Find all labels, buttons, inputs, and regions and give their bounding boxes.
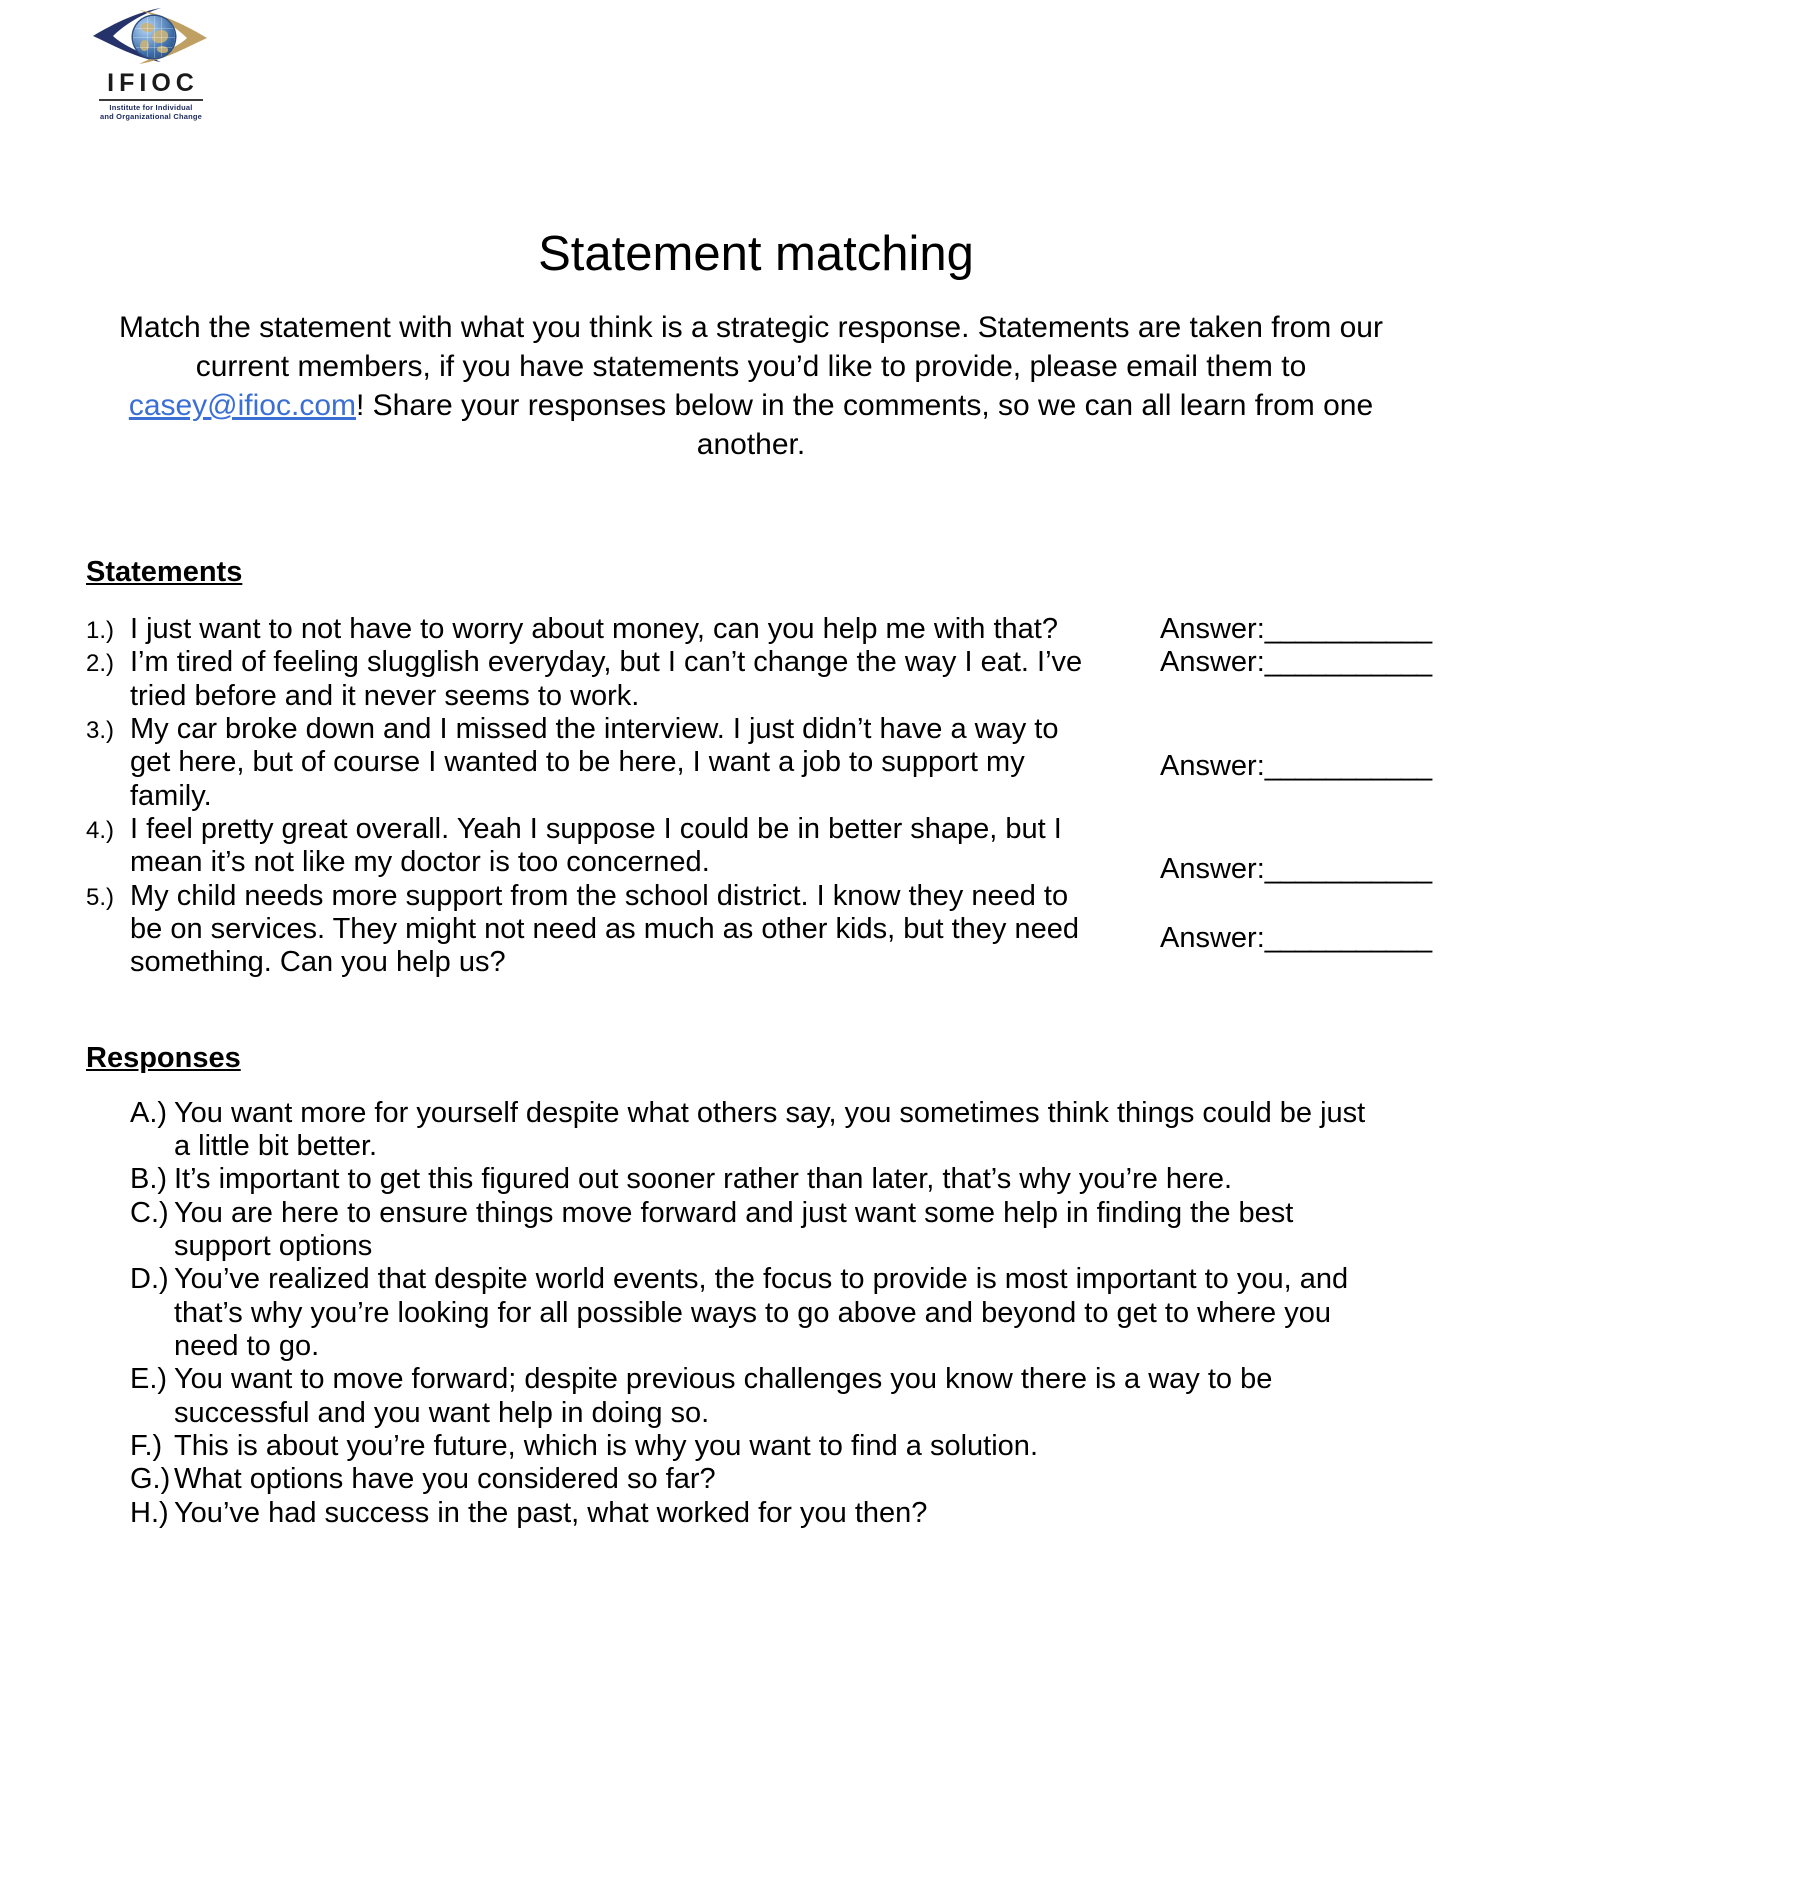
- answer-blank[interactable]: ___________: [1264, 852, 1432, 885]
- answer-label: Answer:: [1160, 922, 1265, 955]
- logo-tagline-line-1: Institute for Individual: [109, 102, 193, 112]
- intro-paragraph: [100, 282, 1402, 464]
- list-item: [86, 646, 1090, 713]
- response-letter: C.): [130, 1196, 169, 1229]
- email-link[interactable]: casey@ifioc.com: [128, 388, 356, 422]
- statement-text: I just want to not have to worry about money, can you help me with that?: [130, 612, 1058, 645]
- response-text: What options have you considered so far?: [174, 1463, 716, 1496]
- list-item: [130, 1363, 1382, 1430]
- page-title: Statement matching: [538, 227, 974, 281]
- response-text: You want to move forward; despite previous challenges you know there is a way to be successful and you want help in doing so.: [174, 1363, 1273, 1429]
- response-letter: E.): [130, 1363, 168, 1396]
- statement-number: 4.): [86, 816, 115, 844]
- list-item: [130, 1197, 1382, 1264]
- answer-blank[interactable]: ___________: [1264, 646, 1432, 679]
- response-text: It’s important to get this figured out sooner rather than later, that’s why you’re here.: [174, 1163, 1233, 1196]
- response-text: You want more for yourself despite what others say, you sometimes think things could be just a little bit better.: [174, 1096, 1366, 1163]
- response-letter: D.): [130, 1263, 169, 1296]
- answer-label: Answer:: [1160, 852, 1265, 885]
- list-item: [86, 713, 1090, 813]
- statements-heading: Statements: [86, 555, 243, 588]
- response-letter: F.): [130, 1430, 163, 1463]
- responses-list: [0, 1097, 1382, 1530]
- response-letter: A.): [130, 1096, 168, 1129]
- answer-label: Answer:: [1160, 646, 1265, 679]
- list-item: [86, 613, 1090, 646]
- response-letter: B.): [130, 1163, 168, 1196]
- statement-number: 5.): [86, 883, 115, 911]
- response-text: You’ve realized that despite world events, the focus to provide is most important to you, and that’s why you’re looking for all possible ways to go above and beyond to get to where you need to go.: [174, 1263, 1349, 1363]
- answer-blank[interactable]: ___________: [1264, 749, 1432, 782]
- statement-text: I’m tired of feeling slugglish everyday, but I can’t change the way I eat. I’ve tried before and it never seems to work.: [130, 646, 1083, 712]
- response-text: This is about you’re future, which is why you want to find a solution.: [174, 1430, 1038, 1463]
- answer-blank[interactable]: ___________: [1264, 922, 1432, 955]
- statement-number: 1.): [86, 616, 115, 644]
- statement-number: 2.): [86, 650, 115, 678]
- answer-blank[interactable]: ___________: [1264, 612, 1432, 645]
- statement-text: I feel pretty great overall. Yeah I suppose I could be in better shape, but I mean it’s not like my doctor is too concerned.: [130, 812, 1062, 879]
- answer-field-3[interactable]: [1160, 750, 1630, 783]
- response-letter: G.): [130, 1463, 171, 1496]
- list-item: [130, 1463, 1382, 1496]
- response-text: You are here to ensure things move forward and just want some help in finding the best support options: [174, 1196, 1294, 1263]
- list-item: [130, 1263, 1382, 1363]
- answer-field-1[interactable]: [1160, 613, 1630, 646]
- statements-block: [0, 613, 1512, 980]
- responses-heading: Responses: [86, 1041, 241, 1074]
- response-text: You’ve had success in the past, what worked for you then?: [174, 1496, 928, 1529]
- statement-text: My car broke down and I missed the interview. I just didn’t have a way to get here, but of course I wanted to be here, I want a job to support my family.: [130, 712, 1059, 812]
- answer-field-2[interactable]: [1160, 646, 1630, 679]
- answer-label: Answer:: [1160, 749, 1265, 782]
- list-item: [130, 1097, 1382, 1164]
- list-item: [86, 880, 1090, 980]
- statements-list: [0, 613, 1090, 980]
- intro-text-part-2: ! Share your responses below in the comments, so we can all learn from one another.: [356, 388, 1374, 461]
- logo-tagline-line-2: and Organizational Change: [99, 111, 203, 121]
- statement-text: My child needs more support from the school district. I know they need to be on services. They might not need as much as other kids, but they need something. Can you help us?: [130, 879, 1079, 979]
- logo-wordmark: IFIOC: [107, 69, 199, 97]
- list-item: [130, 1497, 1382, 1530]
- answer-field-5[interactable]: [1160, 922, 1630, 955]
- answer-field-4[interactable]: [1160, 853, 1630, 886]
- list-item: [130, 1163, 1382, 1196]
- list-item: [130, 1430, 1382, 1463]
- answers-column: [1160, 613, 1630, 956]
- answer-label: Answer:: [1160, 612, 1265, 645]
- response-letter: H.): [130, 1496, 169, 1529]
- statement-number: 3.): [86, 716, 115, 744]
- intro-text-part-1: Match the statement with what you think is a strategic response. Statements are taken from our current members, if you have statements you’d like to provide, please email them to: [119, 310, 1383, 383]
- list-item: [86, 813, 1090, 880]
